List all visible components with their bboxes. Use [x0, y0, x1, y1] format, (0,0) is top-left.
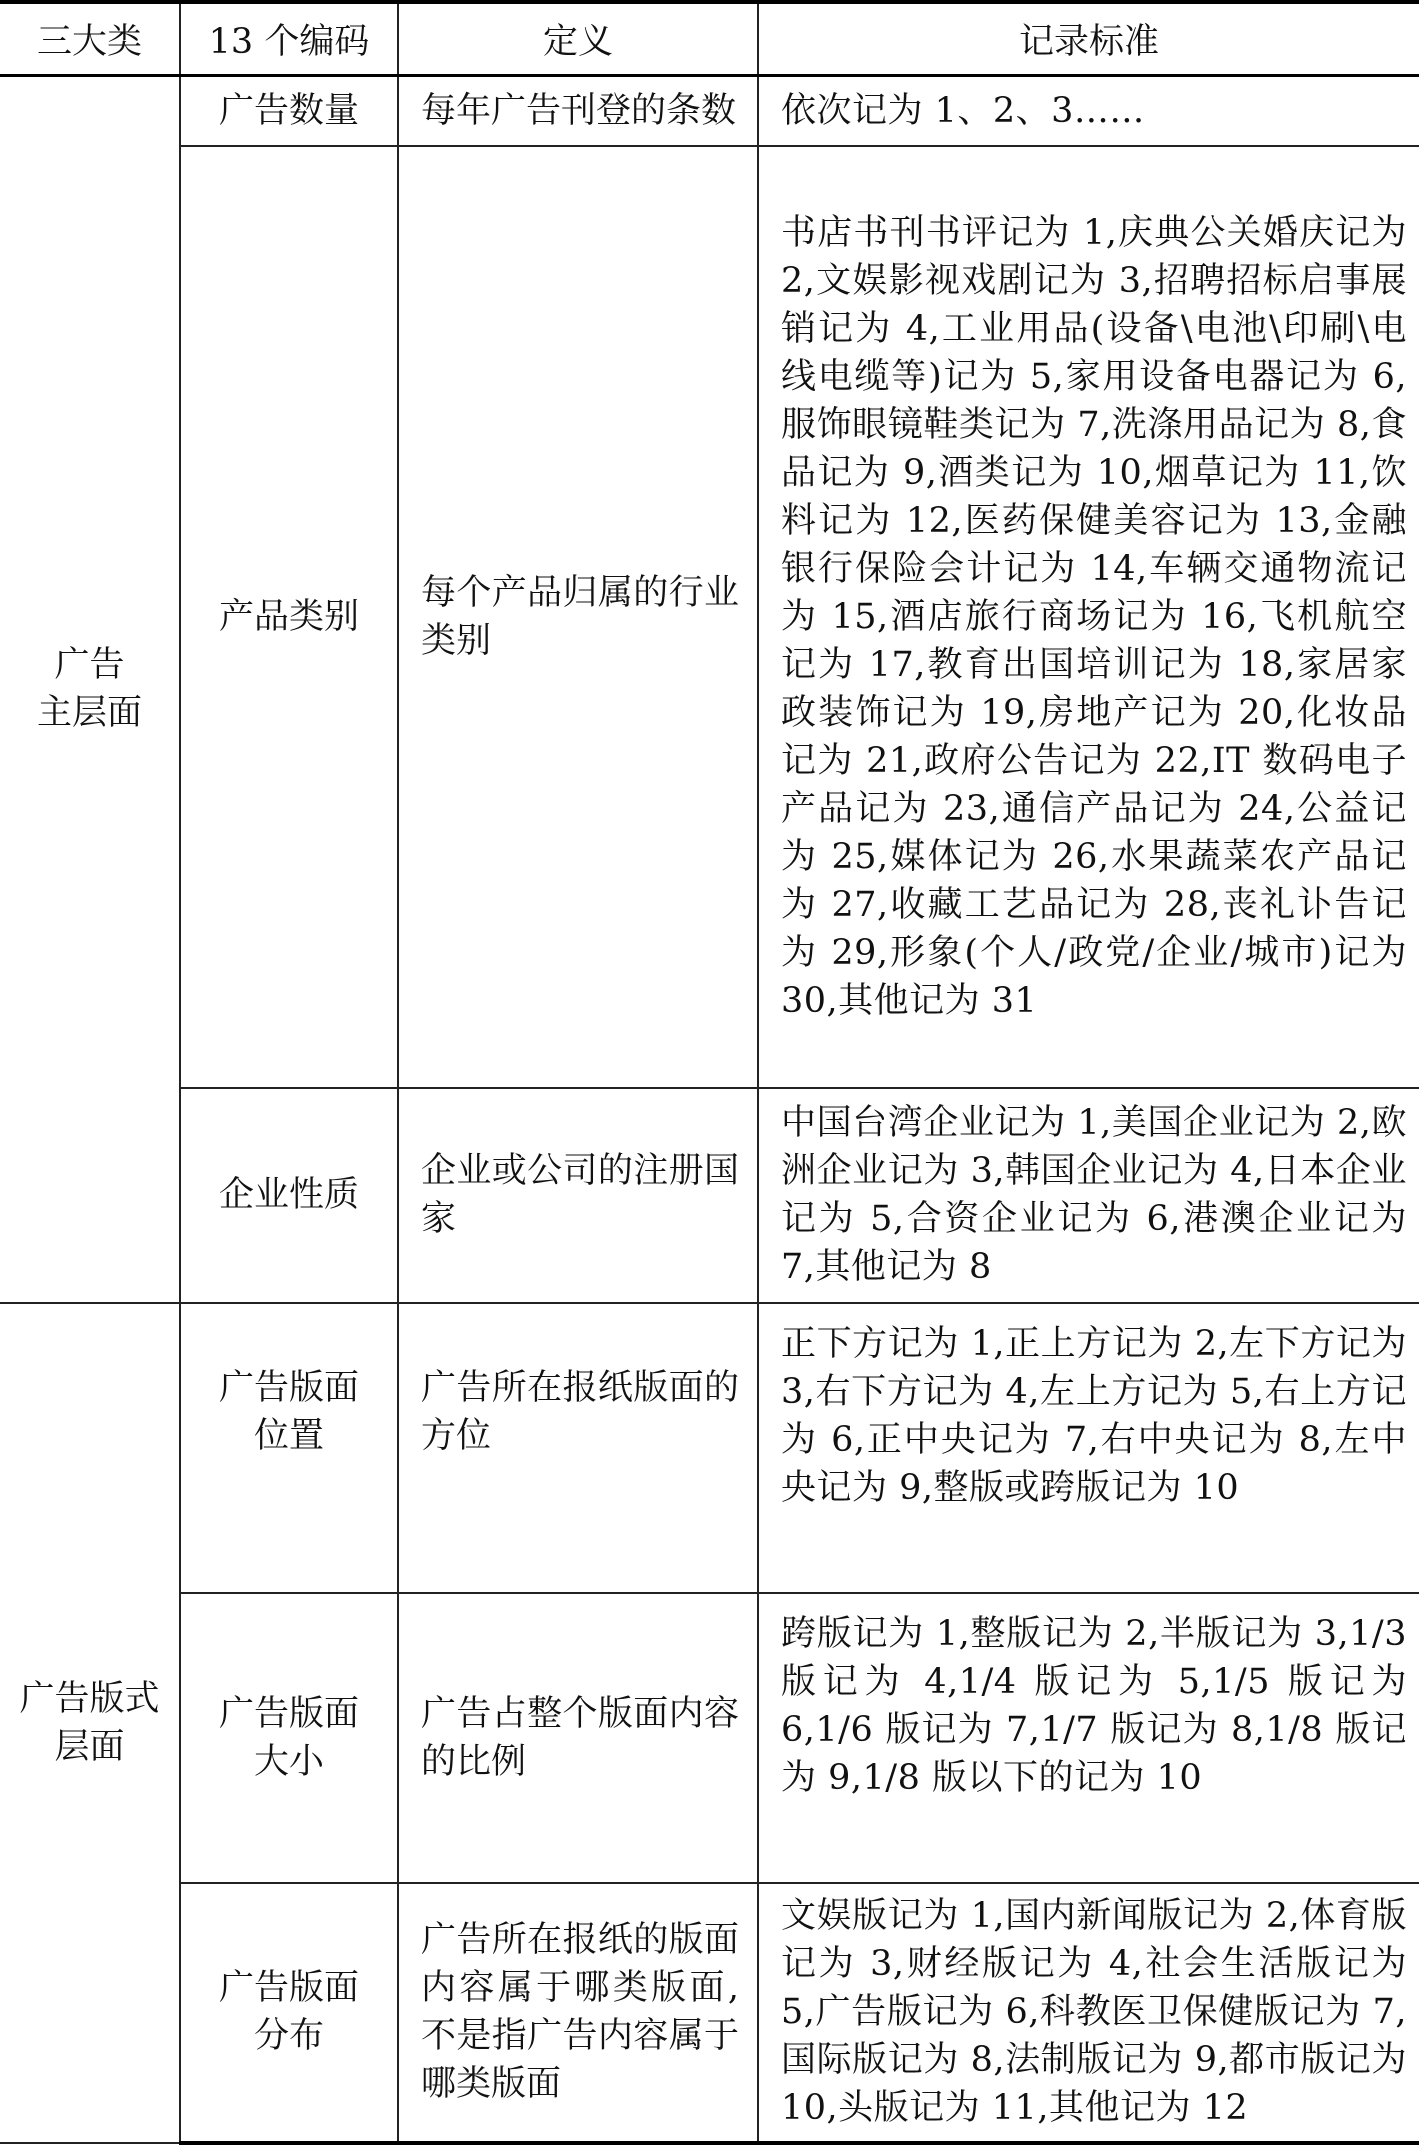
definition-cell: 每个产品归属的行业类别	[398, 146, 758, 1088]
code-cell: 广告版面 大小	[180, 1593, 398, 1883]
definition-cell: 广告所在报纸的版面内容属于哪类版面,不是指广告内容属于哪类版面	[398, 1883, 758, 2143]
header-standard: 记录标准	[758, 2, 1419, 76]
category-cell: 广告版式 层面	[0, 1303, 180, 2143]
table-row	[0, 1303, 1419, 1593]
table-row	[0, 76, 1419, 146]
table-row	[0, 1088, 1419, 1303]
standard-cell: 中国台湾企业记为 1,美国企业记为 2,欧洲企业记为 3,韩国企业记为 4,日本企业记为 5,合资企业记为 6,港澳企业记为 7,其他记为 8	[758, 1088, 1419, 1303]
table-row	[0, 1593, 1419, 1883]
definition-cell: 企业或公司的注册国家	[398, 1088, 758, 1303]
table-row	[0, 1883, 1419, 2143]
category-cell: 广告 主层面	[0, 76, 180, 1303]
definition-cell: 广告所在报纸版面的方位	[398, 1303, 758, 1593]
standard-cell: 书店书刊书评记为 1,庆典公关婚庆记为 2,文娱影视戏剧记为 3,招聘招标启事展销记为 4,工业用品(设备\电池\印刷\电线电缆等)记为 5,家用设备电器记为 6,服饰眼镜鞋类记为 7,洗涤用品记为 8,食品记为 9,酒类记为 10,烟草记为 11,饮料记为 12,医药保健美容记为 13,金融银行保险会计记为 14,车辆交通物流记为 15,酒店旅行商场记为 16,飞机航空记为 17,教育出国培训记为 18,家居家政装饰记为 19,房地产记为 20,化妆品记为 21,政府公告记为 22,IT 数码电子产品记为 23,通信产品记为 24,公益记为 25,媒体记为 26,水果蔬菜农产品记为 27,收藏工艺品记为 28,丧礼讣告记为 29,形象(个人/政党/企业/城市)记为 30,其他记为 31	[758, 146, 1419, 1088]
code-cell: 广告版面 位置	[180, 1303, 398, 1593]
definition-cell: 广告占整个版面内容的比例	[398, 1593, 758, 1883]
code-cell: 广告版面 分布	[180, 1883, 398, 2143]
table-header-row	[0, 2, 1419, 76]
standard-cell: 正下方记为 1,正上方记为 2,左下方记为 3,右下方记为 4,左上方记为 5,右上方记为 6,正中央记为 7,右中央记为 8,左中央记为 9,整版或跨版记为 10	[758, 1303, 1419, 1593]
standard-cell: 依次记为 1、2、3……	[758, 76, 1419, 146]
standard-cell: 跨版记为 1,整版记为 2,半版记为 3,1/3 版记为 4,1/4 版记为 5,1/5 版记为 6,1/6 版记为 7,1/7 版记为 8,1/8 版记为 9,1/8 版以下的记为 10	[758, 1593, 1419, 1883]
header-category: 三大类	[0, 2, 180, 76]
code-cell: 产品类别	[180, 146, 398, 1088]
header-definition: 定义	[398, 2, 758, 76]
header-code: 13 个编码	[180, 2, 398, 76]
code-cell: 企业性质	[180, 1088, 398, 1303]
definition-cell: 每年广告刊登的条数	[398, 76, 758, 146]
code-cell: 广告数量	[180, 76, 398, 146]
standard-cell: 文娱版记为 1,国内新闻版记为 2,体育版记为 3,财经版记为 4,社会生活版记为 5,广告版记为 6,科教医卫保健版记为 7,国际版记为 8,法制版记为 9,都市版记为 10,头版记为 11,其他记为 12	[758, 1883, 1419, 2143]
table-row	[0, 146, 1419, 1088]
